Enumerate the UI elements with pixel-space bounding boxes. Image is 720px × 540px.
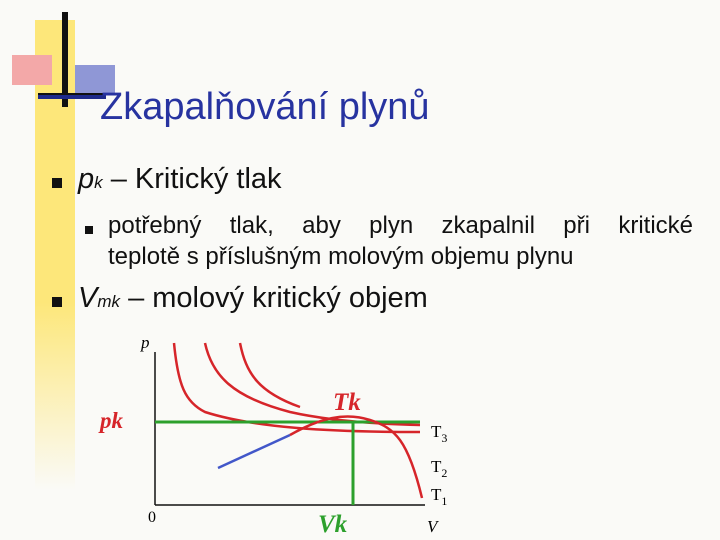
t1-label xyxy=(431,485,447,508)
t3-letter: T xyxy=(431,422,442,441)
vmk-subscript: mk xyxy=(97,292,121,311)
vmk-text: – molový kritický objem xyxy=(120,282,428,314)
isotherm-upper xyxy=(205,343,420,425)
pk-symbol: p xyxy=(78,163,95,195)
isotherm-blue xyxy=(218,435,290,468)
vmk-symbol: V xyxy=(78,282,98,314)
t2-subscript: 2 xyxy=(441,466,448,480)
t1-letter: T xyxy=(431,485,442,504)
pk-description-line1: potřebný tlak, aby plyn zkapalnil při kritické xyxy=(108,212,693,239)
slide-title: Zkapalňování plynů xyxy=(100,86,430,128)
pk-label: pk xyxy=(100,408,123,433)
vk-label: Vk xyxy=(318,511,348,538)
t3-label xyxy=(431,422,447,445)
pk-text: – Kritický tlak xyxy=(102,163,282,195)
tk-label: Tk xyxy=(333,389,361,416)
t1-subscript: 1 xyxy=(441,494,448,508)
isotherm-t3 xyxy=(174,343,420,432)
t2-letter: T xyxy=(431,457,442,476)
t2-label xyxy=(431,457,447,480)
x-axis-label: V xyxy=(427,517,438,536)
t3-subscript: 3 xyxy=(441,431,448,445)
pk-description-line2: teplotě s příslušným molovým objemu plynu xyxy=(108,243,574,270)
pk-subscript: k xyxy=(94,173,103,192)
y-axis-label: p xyxy=(141,333,150,352)
origin-label: 0 xyxy=(148,509,156,526)
